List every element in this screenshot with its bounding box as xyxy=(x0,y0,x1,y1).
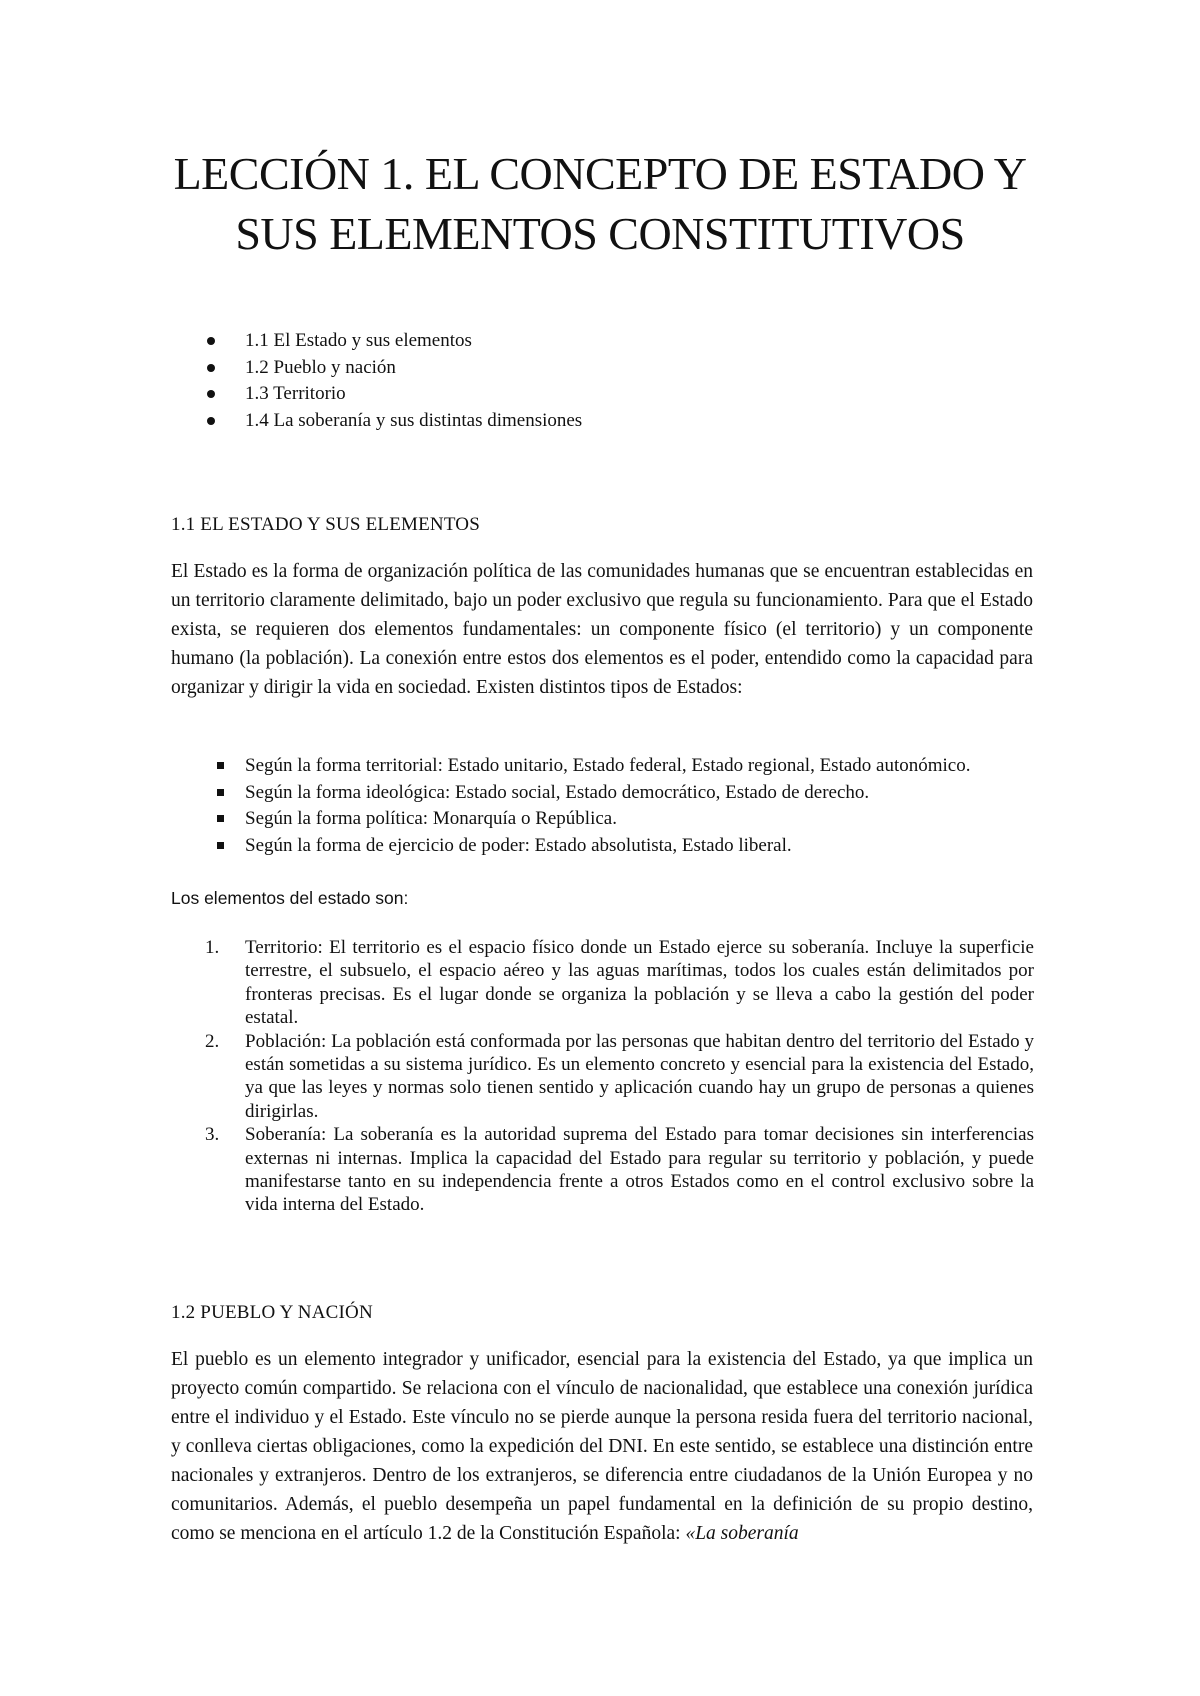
toc-item xyxy=(205,408,582,435)
list-item xyxy=(205,936,1034,1030)
list-item xyxy=(205,1030,1034,1124)
table-of-contents xyxy=(205,328,582,434)
square-bullet-icon xyxy=(217,842,224,849)
toc-item-label: 1.3 Territorio xyxy=(245,383,346,404)
square-bullet-icon xyxy=(217,762,224,769)
list-item-text: Según la forma política: Monarquía o República. xyxy=(245,808,617,829)
list-item xyxy=(205,1123,1034,1217)
list-number: 3. xyxy=(205,1124,220,1146)
list-item xyxy=(215,753,970,780)
document-title xyxy=(140,144,1060,264)
toc-item-label: 1.1 El Estado y sus elementos xyxy=(245,330,472,351)
section-1-heading: 1.1 EL ESTADO Y SUS ELEMENTOS xyxy=(171,514,480,535)
title-line-2: SUS ELEMENTOS CONSTITUTIVOS xyxy=(235,208,965,259)
list-item xyxy=(215,780,970,807)
square-bullet-icon xyxy=(217,815,224,822)
state-types-list xyxy=(215,753,970,859)
bullet-icon xyxy=(207,364,215,372)
section-2-paragraph-text: El pueblo es un elemento integrador y unificador, esencial para la existencia del Estado, ya que implica un proyecto común compartido. Se relaciona con el vínculo de nacionalidad, que establece una conexión jurídica entre el individuo y el Estado. Este vínculo no se pierde aunque la persona resida fuera del territorio nacional, y conlleva ciertas obligaciones, como la expedición del DNI. En este sentido, se establece una distinción entre nacionales y extranjeros. Dentro de los extranjeros, se diferencia entre ciudadanos de la Unión Europea y no comunitarios. Además, el pueblo desempeña un papel fundamental en la definición de su propio destino, como se menciona en el artículo 1.2 de la Constitución Española: xyxy=(171,1349,1033,1544)
list-item-text: Según la forma de ejercicio de poder: Estado absolutista, Estado liberal. xyxy=(245,834,792,856)
bullet-icon xyxy=(207,417,215,425)
list-number: 2. xyxy=(205,1030,220,1052)
section-1-paragraph: El Estado es la forma de organización política de las comunidades humanas que se encuentran establecidas en un territorio claramente delimitado, bajo un poder exclusivo que regula su funcionamiento. Para que el Estado exista, se requieren dos elementos fundamentales: un componente físico (el territorio) y un componente humano (la población). La conexión entre estos dos elementos es el poder, entendido como la capacidad para organizar y dirigir la vida en sociedad. Existen distintos tipos de Estados: xyxy=(171,561,1033,698)
toc-item-label: 1.4 La soberanía y sus distintas dimensiones xyxy=(245,409,583,431)
list-item xyxy=(215,833,970,860)
state-elements-list xyxy=(205,936,1034,1217)
list-item-text: Según la forma territorial: Estado unitario, Estado federal, Estado regional, Estado autonómico. xyxy=(245,755,971,776)
square-bullet-icon xyxy=(217,789,224,796)
elements-intro: Los elementos del estado son: xyxy=(171,888,409,908)
list-item-text: Según la forma ideológica: Estado social, Estado democrático, Estado de derecho. xyxy=(245,781,870,803)
list-item xyxy=(215,806,970,833)
section-2-heading: 1.2 PUEBLO Y NACIÓN xyxy=(171,1302,373,1323)
toc-item xyxy=(205,355,582,382)
section-2-paragraph xyxy=(171,1345,1033,1548)
title-line-1: LECCIÓN 1. EL CONCEPTO DE ESTADO Y xyxy=(173,148,1027,199)
bullet-icon xyxy=(207,390,215,398)
toc-item-label: 1.2 Pueblo y nación xyxy=(245,356,396,378)
toc-item xyxy=(205,381,582,408)
list-number: 1. xyxy=(205,937,220,958)
list-item-text: Territorio: El territorio es el espacio físico donde un Estado ejerce su soberanía. Incluye la superficie terrestre, el subsuelo, el espacio aéreo y las aguas marítimas, todos los cuales están delimitados por fronteras precisas. Es el lugar donde se organiza la población y se lleva a cabo la gestión del poder estatal. xyxy=(245,937,1034,1029)
list-item-text: Soberanía: La soberanía es la autoridad suprema del Estado para tomar decisiones sin interferencias externas ni internas. Implica la capacidad del Estado para regular su territorio y población, y puede manifestarse tanto en su independencia frente a otros Estados como en el control exclusivo sobre la vida interna del Estado. xyxy=(245,1124,1034,1216)
bullet-icon xyxy=(207,337,215,345)
toc-item xyxy=(205,328,582,355)
constitution-quote: «La soberanía xyxy=(685,1523,799,1544)
list-item-text: Población: La población está conformada por las personas que habitan dentro del territorio del Estado y están sometidas a su sistema jurídico. Es un elemento concreto y esencial para la existencia del Estado, ya que las leyes y normas solo tienen sentido y aplicación cuando hay un grupo de personas a quienes dirigirlas. xyxy=(245,1030,1034,1122)
